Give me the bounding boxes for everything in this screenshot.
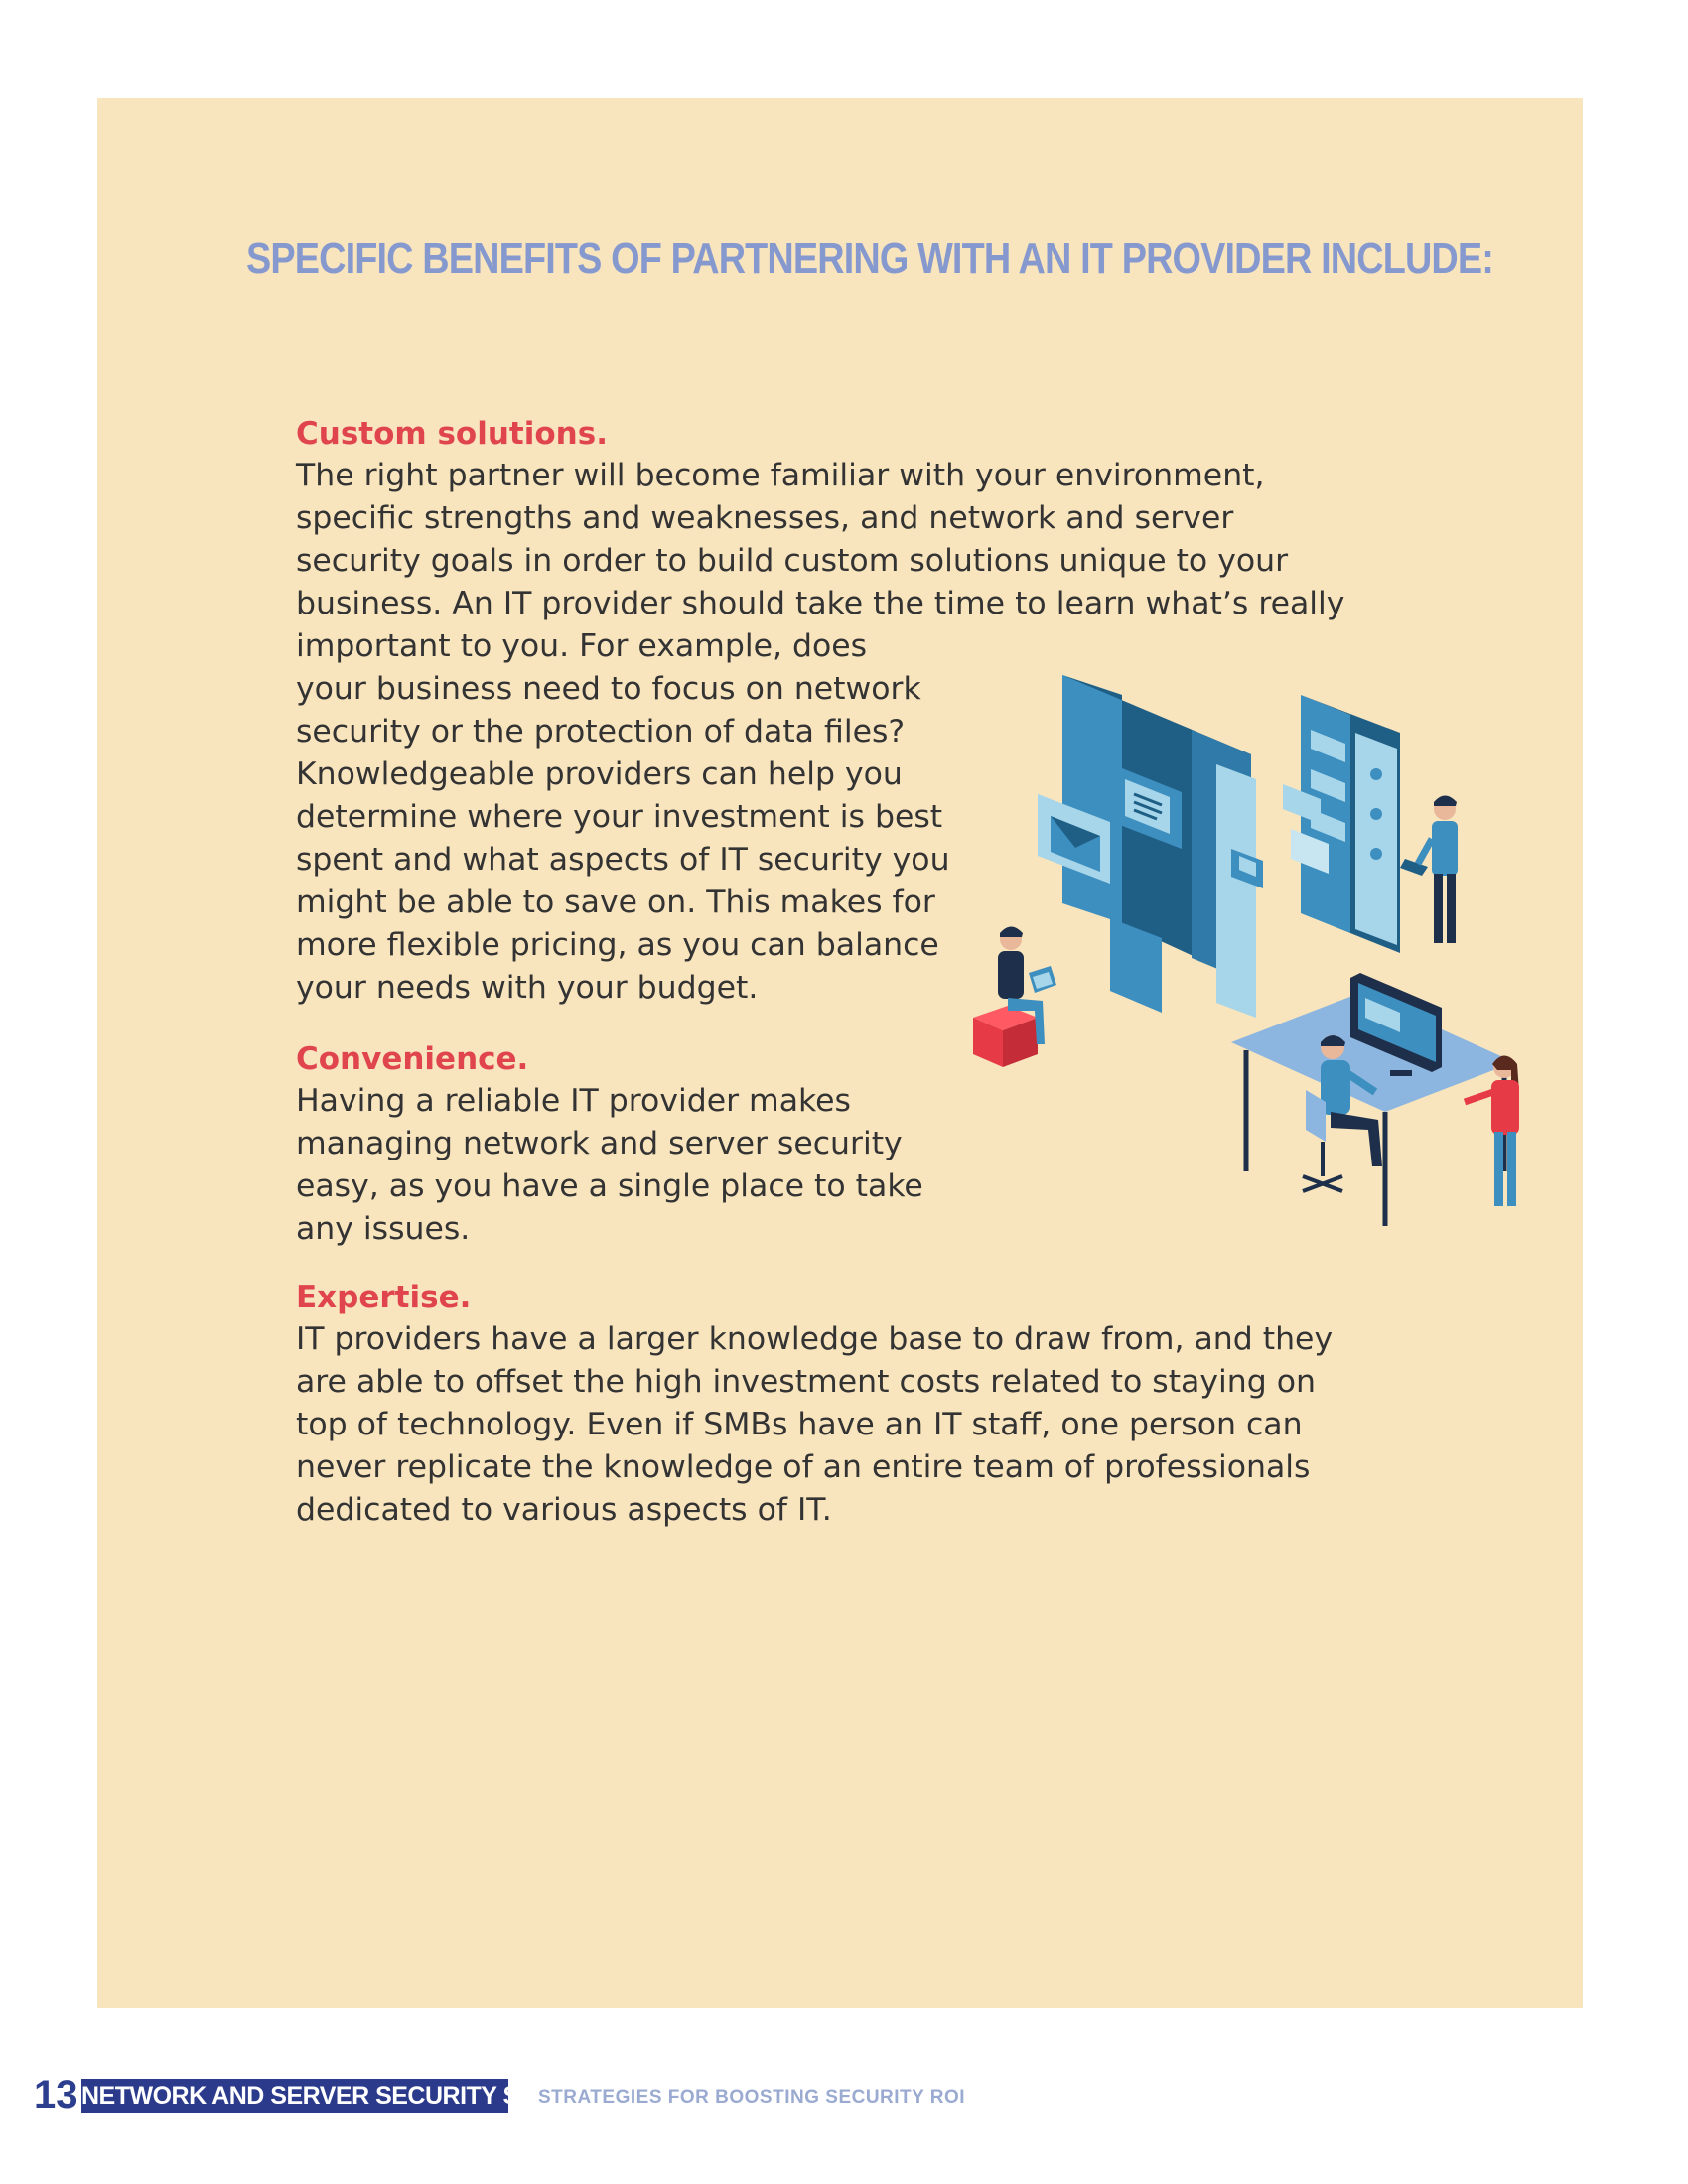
body-line: managing network and server security [296,1126,903,1161]
page-heading: SPECIFIC BENEFITS OF PARTNERING WITH AN IT PROVIDER INCLUDE: [246,234,1494,283]
section-title: Convenience. [296,1041,529,1077]
man-on-red-box [973,927,1056,1068]
body-line: never replicate the knowledge of an entire team of professionals [296,1449,1311,1485]
body-line: The right partner will become familiar with your environment, [296,458,1265,493]
body-line: might be able to save on. This makes for [296,885,935,920]
isometric-it-team-illustration [963,675,1559,1251]
body-line: important to you. For example, does [296,628,868,664]
woman-in-red [1465,1056,1519,1207]
body-line: Knowledgeable providers can help you [296,756,903,792]
body-line: any issues. [296,1211,471,1247]
body-line: top of technology. Even if SMBs have an IT staff, one person can [296,1407,1303,1442]
body-line: Having a reliable IT provider makes [296,1083,851,1119]
body-line: easy, as you have a single place to take [296,1168,923,1204]
body-line: your business need to focus on network [296,671,921,707]
body-line: more flexible pricing, as you can balance [296,927,939,963]
man-with-tablet [1400,796,1458,944]
body-line: are able to offset the high investment costs related to staying on [296,1364,1316,1400]
body-line: your needs with your budget. [296,970,759,1006]
footer-title-badge: NETWORK AND SERVER SECURITY SOLUTIONS [81,2079,508,2113]
section-title: Expertise. [296,1280,472,1315]
body-line: business. An IT provider should take the time to learn what’s really [296,586,1345,621]
body-line: IT providers have a larger knowledge base to draw from, and they [296,1321,1334,1357]
section-title: Custom solutions. [296,416,608,452]
section-convenience [296,1038,923,1251]
footer-subtitle: STRATEGIES FOR BOOSTING SECURITY ROI [538,2087,966,2108]
body-line: specific strengths and weaknesses, and network and server [296,500,1234,536]
body-line: dedicated to various aspects of IT. [296,1492,832,1528]
section-expertise [296,1277,1333,1532]
section-body [296,1318,1333,1532]
body-line: security goals in order to build custom solutions unique to your [296,543,1289,579]
body-line: spent and what aspects of IT security you [296,842,950,878]
body-line: security or the protection of data files? [296,714,906,750]
page-footer [0,2073,1688,2116]
profile-list-panel [1283,695,1400,953]
body-line: determine where your investment is best [296,799,943,835]
page-number: 13 [34,2073,78,2116]
section-body [296,1080,923,1251]
